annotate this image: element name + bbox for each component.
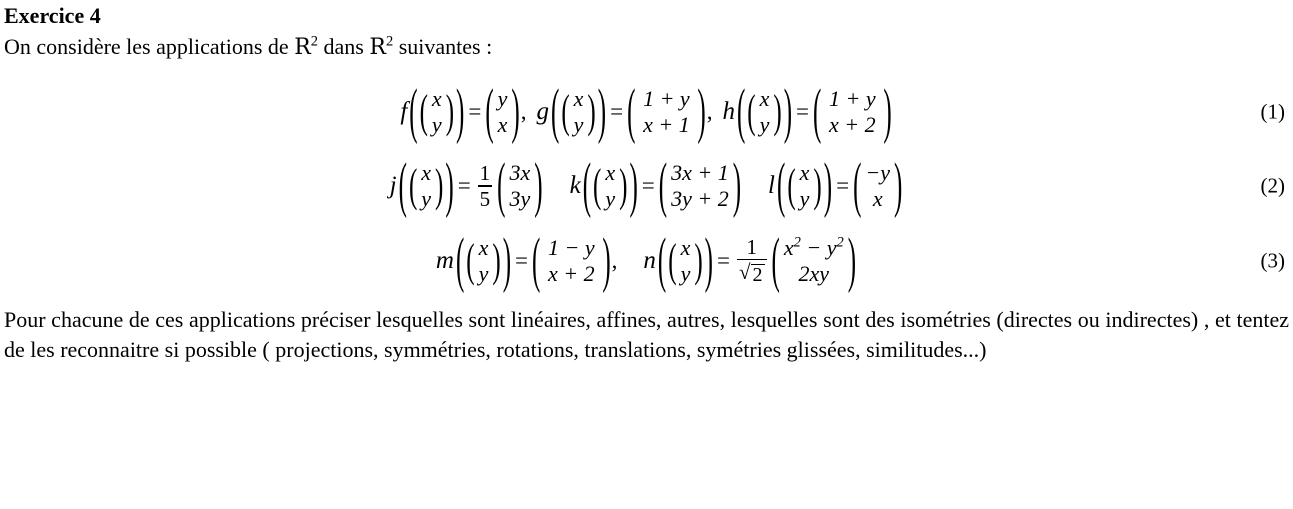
inner-paren-close: ) bbox=[773, 87, 782, 137]
equals-sign: = bbox=[836, 173, 850, 198]
inner-paren-open: ( bbox=[561, 87, 570, 137]
result-vector-l bbox=[862, 160, 893, 212]
inner-paren-open: ( bbox=[593, 161, 602, 211]
equation-row-3 bbox=[0, 223, 1293, 299]
result-paren-open: ( bbox=[658, 152, 668, 220]
inner-paren-close: ) bbox=[694, 236, 703, 286]
result-vector-k bbox=[668, 160, 732, 212]
result-top-base: x bbox=[783, 235, 794, 261]
argument-vector-l bbox=[797, 160, 813, 212]
arg-bottom: y bbox=[421, 186, 432, 211]
inner-paren-open: ( bbox=[419, 87, 428, 137]
outer-paren-open: ( bbox=[582, 152, 592, 220]
arg-bottom: y bbox=[478, 261, 489, 286]
result-paren-close: ) bbox=[883, 78, 892, 146]
result-bottom: 2xy bbox=[798, 261, 830, 286]
result-top bbox=[784, 235, 844, 261]
arg-bottom: y bbox=[605, 186, 616, 211]
result-top: 1 + y bbox=[829, 86, 876, 112]
outer-paren-close: ) bbox=[502, 227, 512, 295]
result-top: 1 − y bbox=[548, 235, 595, 261]
result-top-exponent: 2 bbox=[793, 234, 801, 251]
result-paren-close: ) bbox=[511, 78, 520, 146]
arg-top: x bbox=[478, 235, 489, 261]
result-bottom: x + 2 bbox=[548, 261, 595, 286]
function-name-g: g bbox=[536, 98, 549, 125]
function-name-h: h bbox=[722, 98, 735, 125]
result-top-rest: − y bbox=[800, 235, 837, 261]
outer-paren-close: ) bbox=[597, 78, 607, 146]
set-symbol-domain: R bbox=[294, 35, 311, 60]
arg-top: x bbox=[421, 160, 432, 186]
result-vector-n bbox=[781, 235, 847, 287]
result-bottom: 3y bbox=[509, 186, 531, 211]
function-definition-m bbox=[435, 227, 628, 295]
separator-comma-2: , bbox=[706, 99, 713, 124]
equation-tag-1: (1) bbox=[1260, 99, 1285, 124]
result-top: 1 + y bbox=[643, 86, 690, 112]
arg-bottom: y bbox=[680, 261, 691, 286]
equations-block bbox=[0, 75, 1293, 299]
set-symbol-codomain: R bbox=[369, 35, 386, 60]
result-paren-close: ) bbox=[534, 152, 543, 220]
result-vector-f bbox=[495, 86, 511, 138]
inner-paren-close: ) bbox=[492, 236, 501, 286]
function-name-n: n bbox=[643, 247, 656, 274]
set-exponent-domain: 2 bbox=[310, 33, 319, 50]
equation-tag-3: (3) bbox=[1260, 248, 1285, 273]
outer-paren-close: ) bbox=[445, 152, 454, 220]
result-vector-m bbox=[541, 235, 601, 287]
function-definition-k bbox=[569, 152, 742, 220]
result-paren-close: ) bbox=[602, 227, 611, 295]
result-paren-close: ) bbox=[847, 227, 857, 295]
result-paren-open: ( bbox=[627, 78, 636, 146]
arg-bottom: y bbox=[799, 186, 810, 211]
outer-paren-close: ) bbox=[823, 152, 833, 220]
arg-bottom: y bbox=[759, 112, 770, 137]
function-name-m: m bbox=[435, 247, 454, 274]
equation-row-1 bbox=[0, 75, 1293, 149]
equals-sign: = bbox=[515, 248, 529, 273]
document-page bbox=[0, 2, 1293, 509]
arg-bottom: y bbox=[573, 112, 584, 137]
result-vector-h bbox=[822, 86, 882, 138]
function-definition-f bbox=[400, 78, 536, 146]
inner-paren-close: ) bbox=[445, 87, 455, 137]
result-paren-open: ( bbox=[532, 227, 541, 295]
result-paren-open: ( bbox=[485, 78, 494, 146]
arg-top: x bbox=[680, 235, 691, 261]
equals-sign: = bbox=[796, 99, 810, 124]
inner-paren-open: ( bbox=[787, 161, 796, 211]
outer-paren-close: ) bbox=[783, 78, 793, 146]
result-paren-close: ) bbox=[732, 152, 742, 220]
exercise-instructions: Pour chacune de ces applications préciser lesquelles sont linéaires, affines, autres, lesquelles sont des isométries (directes ou indirectes) , et tentez de les reconnaitre si possible ( projections, symmétries, rotations, translations, symétries glissées, similitudes...) bbox=[4, 307, 1289, 362]
intro-text-after: suivantes : bbox=[393, 34, 493, 59]
separator-comma-3: , bbox=[611, 248, 618, 273]
result-top: −y bbox=[865, 160, 891, 186]
equation-row-2 bbox=[0, 149, 1293, 223]
result-paren-open: ( bbox=[497, 152, 506, 220]
inner-paren-open: ( bbox=[668, 236, 677, 286]
equals-sign: = bbox=[457, 173, 471, 198]
equals-sign: = bbox=[717, 248, 730, 273]
argument-vector-k bbox=[602, 160, 618, 212]
result-top-exponent-2: 2 bbox=[836, 234, 844, 251]
result-paren-close: ) bbox=[697, 78, 706, 146]
result-paren-open: ( bbox=[771, 227, 780, 295]
equals-sign: = bbox=[641, 173, 655, 198]
result-top: y bbox=[497, 86, 508, 112]
function-definition-g bbox=[536, 78, 723, 146]
result-paren-open: ( bbox=[813, 78, 822, 146]
function-definition-l bbox=[768, 152, 903, 220]
scalar-fraction-j bbox=[474, 162, 497, 209]
result-bottom: x bbox=[497, 112, 508, 137]
result-vector-g bbox=[636, 86, 696, 138]
function-name-f: f bbox=[400, 98, 408, 125]
outer-paren-close: ) bbox=[456, 78, 465, 146]
arg-top: x bbox=[431, 86, 442, 112]
separator-comma-1: , bbox=[520, 99, 527, 124]
function-definition-j bbox=[389, 152, 544, 220]
argument-vector-n bbox=[678, 235, 694, 287]
fraction-numerator: 1 bbox=[479, 161, 491, 186]
outer-paren-open: ( bbox=[657, 227, 667, 295]
inner-paren-open: ( bbox=[747, 87, 756, 137]
inner-paren-close: ) bbox=[813, 161, 822, 211]
outer-paren-close: ) bbox=[629, 152, 638, 220]
radical-sign: √ bbox=[738, 260, 751, 285]
set-exponent-codomain: 2 bbox=[385, 33, 394, 50]
square-root bbox=[739, 262, 765, 286]
intro-text-before: On considère les applications de bbox=[4, 34, 295, 59]
result-vector-j bbox=[507, 160, 534, 212]
exercise-intro bbox=[4, 32, 1293, 63]
result-bottom: x bbox=[872, 186, 883, 211]
equation-tag-2: (2) bbox=[1260, 173, 1285, 198]
function-name-l: l bbox=[768, 172, 775, 199]
inner-paren-close: ) bbox=[619, 161, 628, 211]
function-name-k: k bbox=[569, 172, 581, 199]
outer-paren-close: ) bbox=[704, 227, 713, 295]
function-name-j: j bbox=[389, 172, 397, 199]
outer-paren-open: ( bbox=[398, 152, 407, 220]
result-bottom: 3y + 2 bbox=[671, 186, 729, 211]
exercise-title: Exercice 4 bbox=[4, 3, 101, 28]
argument-vector-h bbox=[757, 86, 773, 138]
arg-top: x bbox=[605, 160, 616, 186]
outer-paren-open: ( bbox=[736, 78, 746, 146]
inner-paren-open: ( bbox=[408, 161, 418, 211]
equals-sign: = bbox=[610, 99, 624, 124]
scalar-fraction-n bbox=[733, 236, 771, 286]
outer-paren-open: ( bbox=[551, 78, 560, 146]
result-paren-close: ) bbox=[894, 152, 903, 220]
arg-bottom: y bbox=[431, 112, 442, 137]
result-bottom: x + 2 bbox=[829, 112, 876, 137]
function-definition-n bbox=[643, 227, 857, 295]
arg-top: x bbox=[573, 86, 584, 112]
intro-text-middle: dans bbox=[318, 34, 370, 59]
argument-vector-f bbox=[429, 86, 445, 138]
inner-paren-close: ) bbox=[435, 161, 444, 211]
radicand: 2 bbox=[752, 263, 763, 286]
fraction-denominator bbox=[737, 260, 767, 286]
inner-paren-close: ) bbox=[587, 87, 596, 137]
equals-sign: = bbox=[468, 99, 482, 124]
inner-paren-open: ( bbox=[466, 236, 475, 286]
fraction-denominator: 5 bbox=[479, 186, 491, 211]
outer-paren-open: ( bbox=[777, 152, 786, 220]
result-paren-open: ( bbox=[853, 152, 862, 220]
arg-top: x bbox=[759, 86, 770, 112]
argument-vector-m bbox=[476, 235, 492, 287]
result-top: 3x + 1 bbox=[671, 160, 729, 186]
result-top: 3x bbox=[509, 160, 531, 186]
fraction-numerator: 1 bbox=[746, 235, 757, 260]
outer-paren-open: ( bbox=[409, 78, 418, 146]
argument-vector-j bbox=[418, 160, 434, 212]
outer-paren-open: ( bbox=[455, 227, 465, 295]
function-definition-h bbox=[722, 78, 892, 146]
argument-vector-g bbox=[571, 86, 587, 138]
arg-top: x bbox=[799, 160, 810, 186]
result-bottom: x + 1 bbox=[643, 112, 690, 137]
